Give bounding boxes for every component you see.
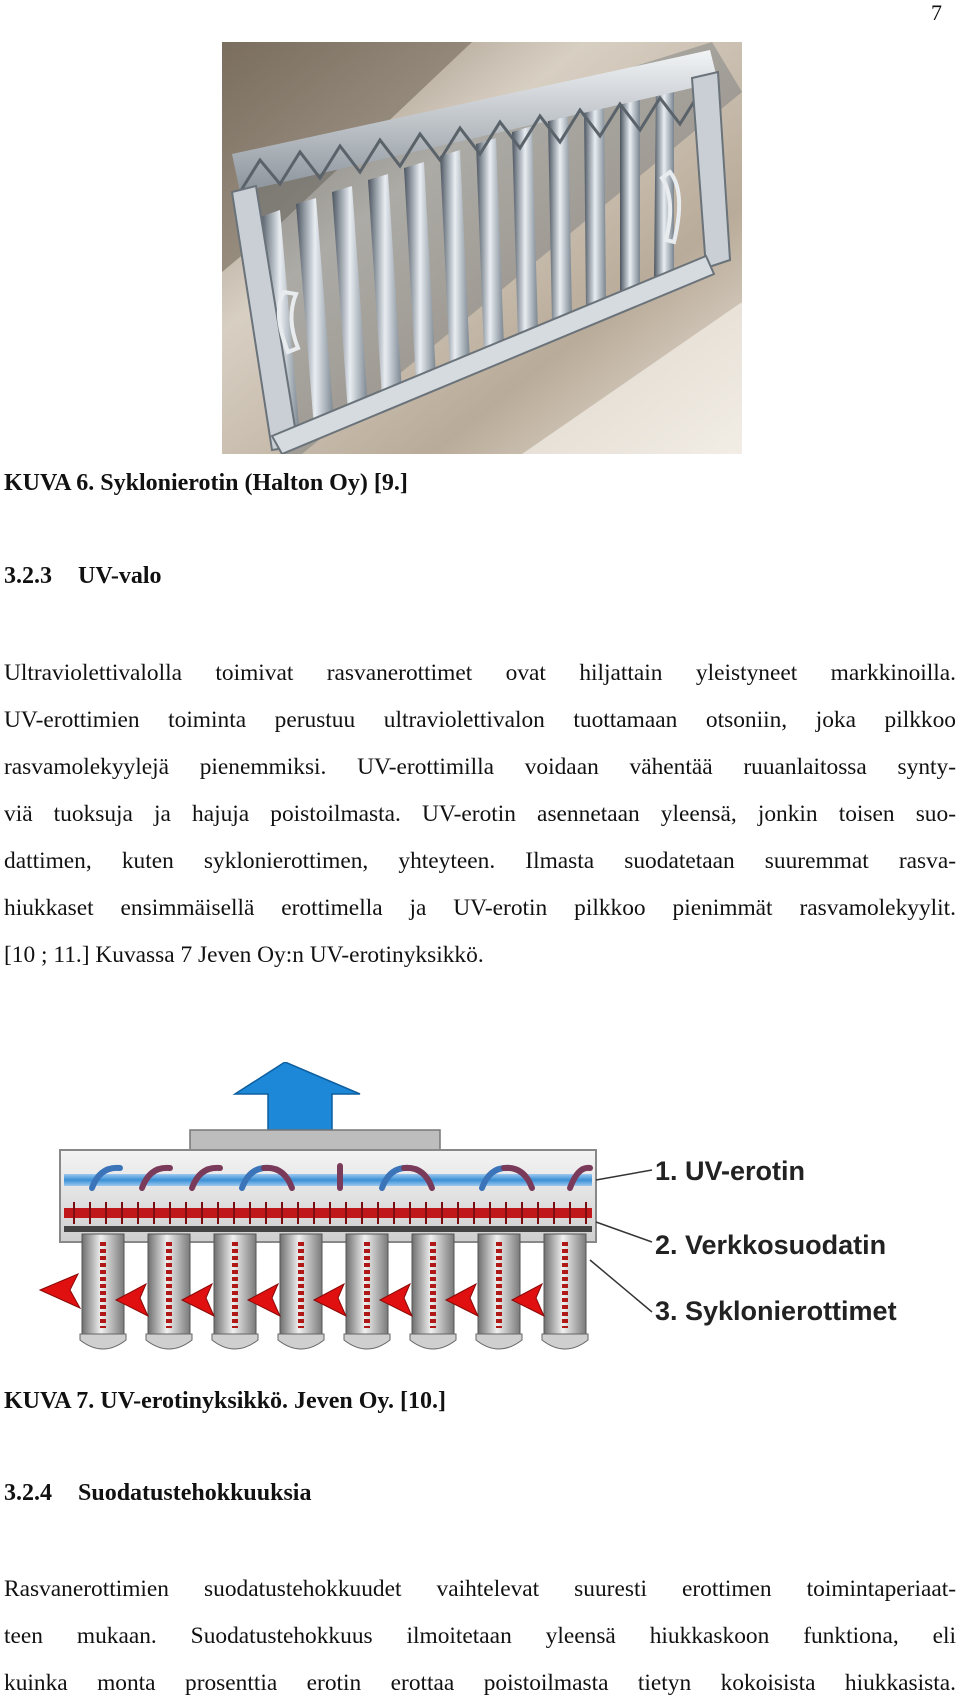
airflow-up-arrow: [235, 1062, 360, 1130]
figure-6-caption: KUVA 6. Syklonierotin (Halton Oy) [9.]: [4, 470, 408, 496]
text-line: Rasvanerottimien suodatustehokkuudet vaihtelevat suuresti erottimen toimintaperiaat-: [4, 1576, 956, 1602]
text-line: rasvamolekyylejä pienemmiksi. UV-erottimilla voidaan vähentää ruuanlaitossa synty-: [4, 754, 956, 780]
text-line: [10 ; 11.] Kuvassa 7 Jeven Oy:n UV-erotinyksikkö.: [4, 942, 484, 968]
paragraph-uv-valo: [4, 650, 956, 979]
cyclone-separator-photo: [222, 42, 742, 454]
section-heading-3-2-4: [4, 1480, 311, 1507]
paragraph-suodatustehokkuuksia: [4, 1566, 956, 1707]
uv-separator-diagram: [30, 1062, 950, 1372]
page-number: 7: [931, 0, 942, 25]
section-title: Suodatustehokkuuksia: [78, 1480, 312, 1506]
label-uv-erotin: 1. UV-erotin: [655, 1156, 806, 1186]
section-number: 3.2.4: [4, 1480, 52, 1506]
section-title: UV-valo: [78, 563, 162, 589]
text-line: UV-erottimien toiminta perustuu ultraviolettivalon tuottamaan otsoniin, joka pilkkoo: [4, 707, 956, 733]
text-line: viä tuoksuja ja hajuja poistoilmasta. UV-erotin asennetaan yleensä, jonkin toisen suo-: [4, 801, 956, 827]
text-line: dattimen, kuten syklonierottimen, yhteyteen. Ilmasta suodatetaan suuremmat rasva-: [4, 848, 956, 874]
section-number: 3.2.3: [4, 563, 52, 589]
text-line: teen mukaan. Suodatustehokkuus ilmoitetaan yleensä hiukkaskoon funktiona, eli: [4, 1623, 956, 1649]
text-line: kuinka monta prosenttia erotin erottaa poistoilmasta tietyn kokoisista hiukkasista.: [4, 1670, 956, 1696]
mesh-filter: [64, 1208, 592, 1218]
figure-7-caption: KUVA 7. UV-erotinyksikkö. Jeven Oy. [10.]: [4, 1388, 447, 1414]
label-verkkosuodatin: 2. Verkkosuodatin: [655, 1230, 887, 1260]
text-line: hiukkaset ensimmäisellä erottimella ja UV-erotin pilkkoo pienimmät rasvamolekyylit.: [4, 895, 956, 921]
label-syklonierottimet: 3. Syklonierottimet: [655, 1296, 897, 1326]
text-line: Ultraviolettivalolla toimivat rasvanerottimet ovat hiljattain yleistyneet markkinoilla.: [4, 660, 956, 686]
section-heading-3-2-3: [4, 563, 162, 590]
